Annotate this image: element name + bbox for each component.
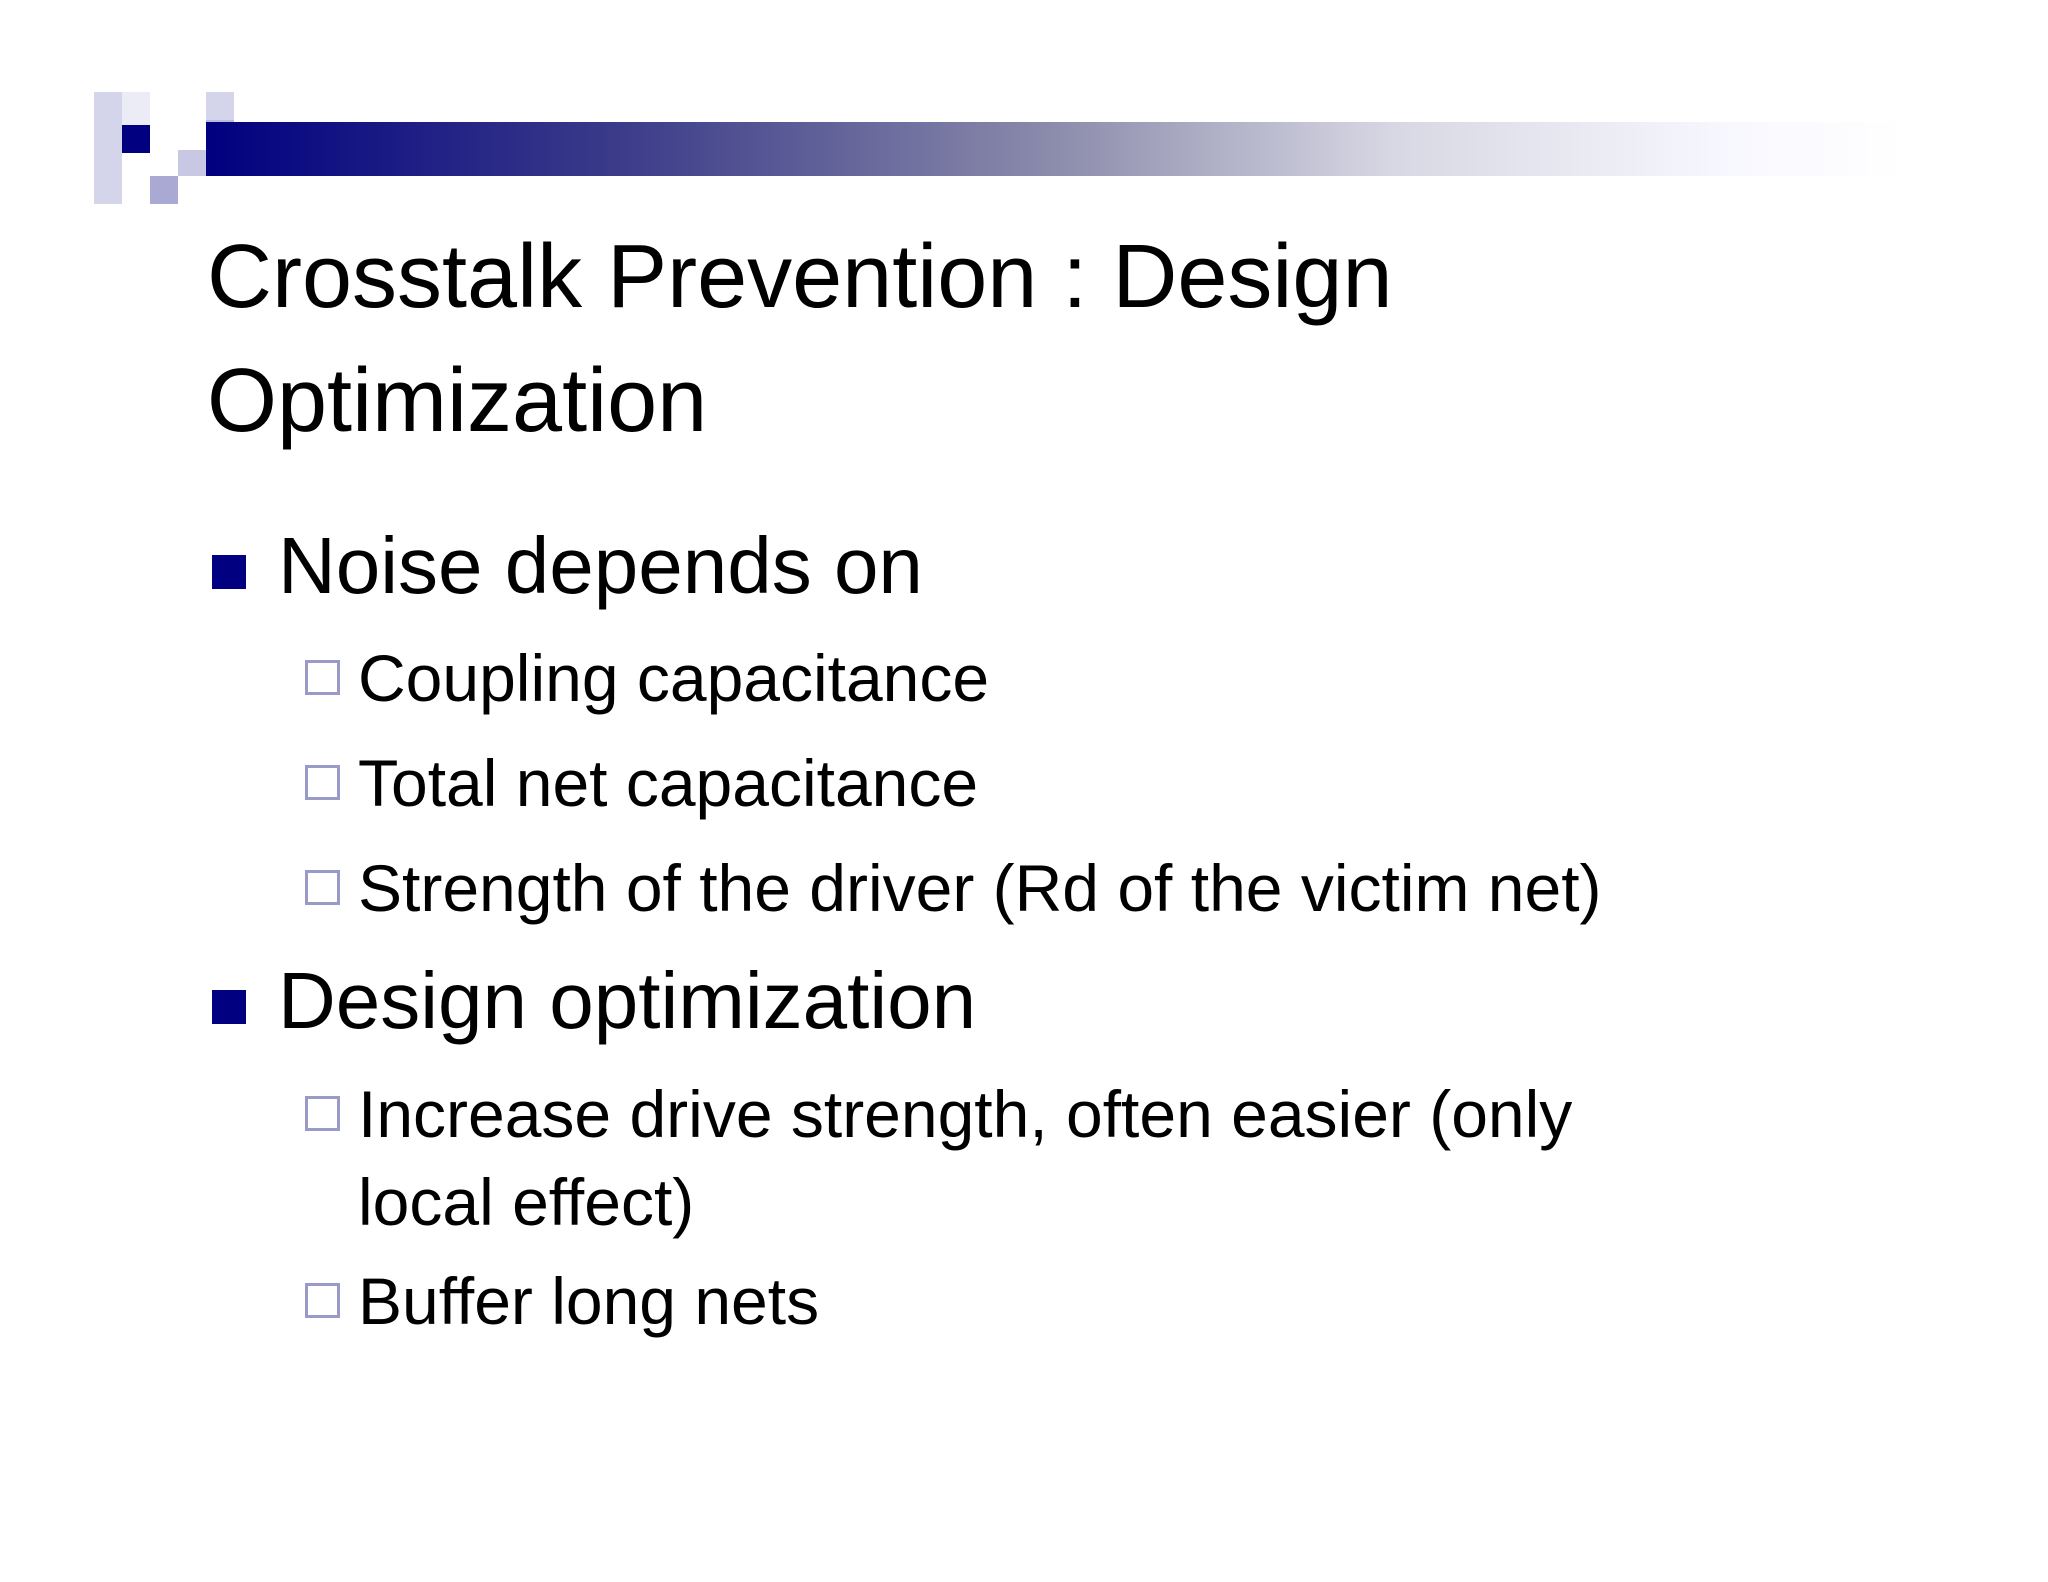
header-gradient-bar	[206, 122, 1906, 176]
hollow-square-icon	[305, 1283, 340, 1318]
header-decor-square	[178, 122, 206, 150]
hollow-square-icon	[305, 870, 340, 905]
filled-square-icon	[212, 990, 246, 1024]
header-decor-square	[94, 92, 122, 204]
bullet-heading: Noise depends on	[278, 521, 923, 610]
hollow-square-icon	[305, 765, 340, 800]
header-decor-square	[150, 176, 178, 204]
bullet-subitem: Buffer long nets	[358, 1264, 820, 1338]
bullet-subitem: Coupling capacitance	[358, 641, 990, 715]
header-decor-square	[122, 125, 150, 153]
header-decor-square	[206, 92, 234, 120]
bullet-subitem: Strength of the driver (Rd of the victim net)	[358, 851, 1602, 925]
slide-title	[207, 215, 1807, 463]
slide-title-line: Optimization	[207, 351, 708, 451]
header-decor-square	[178, 148, 206, 176]
hollow-square-icon	[305, 660, 340, 695]
slide-title-line: Crosstalk Prevention : Design	[207, 227, 1393, 327]
bullet-heading: Design optimization	[278, 956, 977, 1045]
hollow-square-icon	[305, 1096, 340, 1131]
filled-square-icon	[212, 555, 246, 589]
bullet-subitem: Total net capacitance	[358, 746, 979, 820]
bullet-subitem: Increase drive strength, often easier (only	[358, 1077, 1573, 1151]
bullet-subitem-continuation: local effect)	[358, 1165, 695, 1239]
